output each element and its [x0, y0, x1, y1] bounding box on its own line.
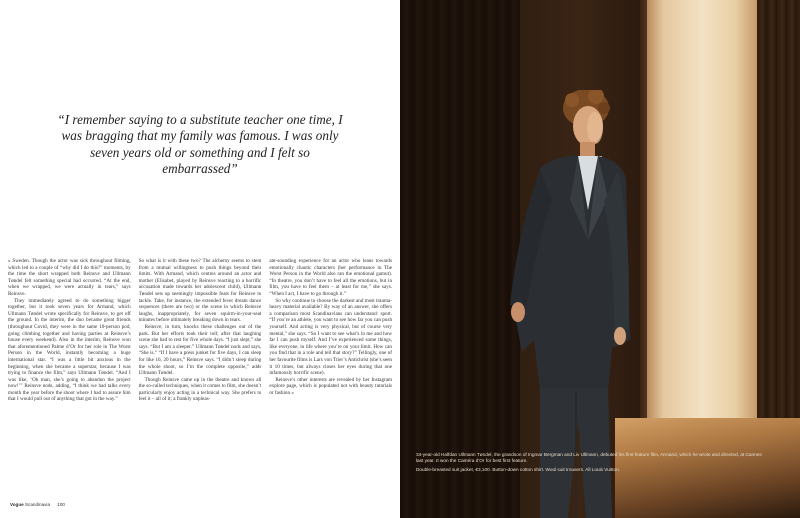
magazine-section: Scandinavia — [24, 502, 51, 507]
paragraph: Though Reinsve came up in the theatre and knows all the so-called techniques, when it comes to film, she doesn’t particularly enjoy acting in a technical way. She prefers to feel it – all of it; a frankly unpleas- — [138, 376, 262, 403]
pull-quote: “I remember saying to a substitute teacher one time, I was bragging that my family was famous. I was only seven years old or something and I felt so embarrassed” — [57, 112, 343, 176]
page-footer — [10, 502, 65, 507]
caption-description: 34-year-old Halfdan Ullmann Tøndel, the grandson of Ingmar Bergman and Liv Ullmann, debuted his first feature film, Armand, which he wrote and directed, at Cannes last year. It won the Caméra d’Or for best first feature. — [416, 452, 762, 464]
paragraph: Reinsve’s other interests are revealed by her Instagram explore page, which is populated not with beauty tutorials or fashion » — [269, 376, 393, 396]
photo-caption — [416, 452, 762, 476]
caption-credits: Double-breasted suit jacket, €3,100. Button-down cotton shirt. Wool suit trousers. All Louis Vuitton. — [416, 467, 621, 473]
article-column-2 — [139, 258, 262, 496]
paragraph: Reinsve, in turn, knocks these challenges out of the park. But her efforts took their toll; after that laughing scene she had to rest for five whole days. “I just slept,” she says. “But I am a sleeper.” Ullmann Tøndel nods and says, “She is.” “If I have a press junket for five days, I can sleep for like 16, 20 hours,” Reinsve says. “I didn’t sleep during the whole shoot, so I’m the complete opposite,” adds Ullmann Tøndel. — [138, 323, 262, 377]
paragraph: They immediately agreed to do something bigger together, but it took seven years for Armand, which Ullmann Tøndel wrote specifically for Reinsve, to get off the ground. In the interim, the duo became great friends (throughout Covid, they were in the same 10-person pod, going climbing together and having parties at Reinsve’s house every weekend). Also in the interim, Reinsve won that aforementioned Palme d’Or for her role in The Worst Person in the World, instantly becoming a huge international star. “I was a little bit anxious in the beginning, when she became a superstar, because I was trying to finance the film,” says Ullmann Tøndel. “And I was like, ‘Oh man, she’s going to abandon the project now!’” Reinsve nods, adding, “I think we had talks every month the year before the shoot where I had to assure him that I would pull out of anything that got in the way.” — [8, 297, 131, 403]
photo-page — [400, 0, 800, 518]
page-number: 100 — [57, 502, 65, 507]
window-light — [647, 0, 757, 420]
paragraph: So what is it with these two? The alchemy seems to stem from a mutual willingness to push things beyond their limits. With Armand, which centres around an actor and mother (Elisabet, played by Reinsve reacting to a horrific accusation made towards her adolescent child), Ullmann Tøndel sets up seemingly impossible feats for Reinsve to tackle. Take, for instance, the extended fever dream dance sequences (there are two) or the scene in which Reinsve laughs, inappropriately, for seven squirm-in-your-seat minutes before ultimately breaking down in tears. — [138, 258, 262, 324]
paragraph: So why continue to choose the darkest and most trauma-heavy material available? By way of an answer, she offers a comparison most Scandinavians can understand: sport. “If you’re an athlete, you want to see how far you can push yourself. And acting is very physical, but of course very mental,” she says. “So I want to see what’s in me and how far I can push myself. And I’ve experienced some things, like everyone, in life where you’re on your limit. How can you find that in a role and tell that story?” Tellingly, one of her favourite films is Lars von Trier’s Antichrist (she’s seen it 10 times, but always closes her eyes during that one infamously horrific scene). — [269, 297, 393, 377]
magazine-brand: Vogue — [10, 502, 24, 507]
left-hand — [511, 302, 525, 322]
article-column-3 — [269, 258, 392, 496]
right-hand — [614, 327, 626, 345]
paragraph: » Sweden. Though the actor was sick throughout filming, which led to a couple of “why did I do this?” moments, by the time the short wrapped both Reinsve and Ullmann Tøndel felt something special had occurred. “At the end, when we wrapped, we were actually in tears,” says Reinsve. — [8, 258, 131, 297]
article-column-1 — [8, 258, 131, 496]
neck — [580, 142, 595, 158]
curtain-right — [757, 0, 800, 420]
paragraph: ant-sounding experience for an actor who leans towards emotionally chaotic characters (her performance in The Worst Person in the World also ran the emotional gamut). “In theatre, you don’t have to feel all the emotions, but in film, you have to feel them – at least for me,” she says. “When I act, I have to go through it.” — [269, 258, 393, 297]
article-columns — [8, 258, 392, 496]
